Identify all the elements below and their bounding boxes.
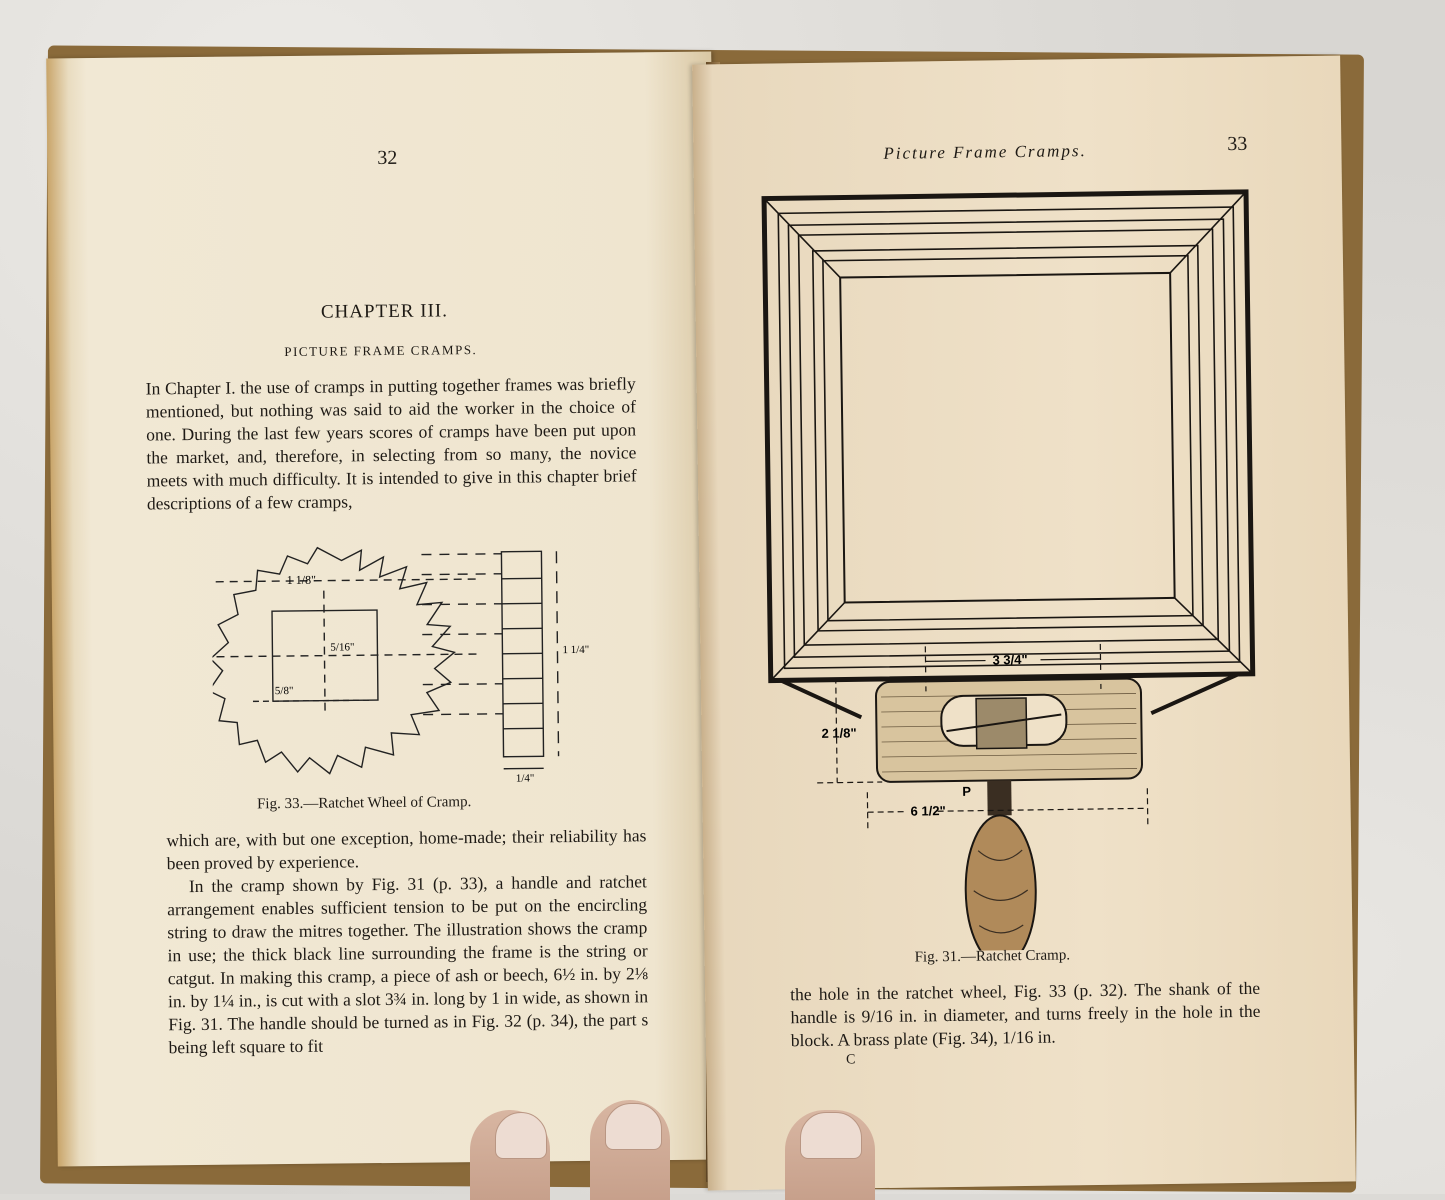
cramp-block [876,678,1142,782]
label-top-dimension: 1 1/8" [287,573,316,587]
figure-31-caption: Fig. 31.—Ratchet Cramp. [915,947,1071,966]
fingernail-2 [605,1103,662,1150]
section-title: PICTURE FRAME CRAMPS. [284,342,477,360]
fingernail-1 [495,1112,547,1159]
label-right-dimension: 1 1/4" [562,644,589,656]
frame-outer [764,192,1253,681]
cramp-handle [964,780,1037,954]
label-width-top: 3 3/4" [992,652,1027,667]
paragraph-intro: In Chapter I. the use of cramps in putting together frames was briefly mentioned, but nothing was said to aid the worker in the choice of one. During the last few years scores of cramps have been put upon the market, and, therefore, in selecting from so many, the novice meets with much difficulty. It is intended to give in this chapter brief descriptions of a few cramps, [146,372,637,515]
page-number-right: 33 [1227,133,1247,156]
frame-inner-opening [840,273,1175,603]
label-width-bottom: 6 1/2" [911,803,946,818]
signature-mark: C [846,1052,856,1068]
label-p-marker: P [962,784,971,799]
running-head: Picture Frame Cramps. [883,141,1087,164]
label-height-left: 2 1/8" [821,725,856,740]
figure-33-caption: Fig. 33.—Ratchet Wheel of Cramp. [257,794,471,813]
paragraph-continuation: which are, with but one exception, home-made; their reliability has been proved by experience. [166,824,646,875]
label-center-dimension: 5/16" [330,641,354,653]
paragraph-cramp-description: In the cramp shown by Fig. 31 (p. 33), a handle and ratchet arrangement enables sufficient tension to be put on the encircling string to draw the mitres together. The illustration shows the cramp in use; the thick black line surrounding the frame is the string or catgut. In making this cramp, a piece of ash or beech, 6½ in. by 2⅛ in. by 1¼ in., is cut with a slot 3¾ in. long by 1 in wide, as shown in Fig. 31. The handle should be turned as in Fig. 32 (p. 34), the part s being left square to fit [167,870,649,1059]
fingernail-3 [800,1112,862,1159]
paragraph-right: the hole in the ratchet wheel, Fig. 33 (p. 32). The shank of the handle is 9/16 in. in diameter, and turns freely in the hole in the block. A brass plate (Fig. 34), 1/16 in. [790,977,1261,1053]
label-base-dimension: 1/4" [516,772,535,784]
chapter-title: CHAPTER III. [321,300,448,323]
ratchet-cramp-figure [754,167,1265,954]
label-bottom-dimension: 5/8" [275,685,294,697]
right-page [692,56,1356,1191]
page-number-left: 32 [377,147,397,170]
ratchet-wheel-figure [211,543,593,787]
left-page [46,52,723,1167]
